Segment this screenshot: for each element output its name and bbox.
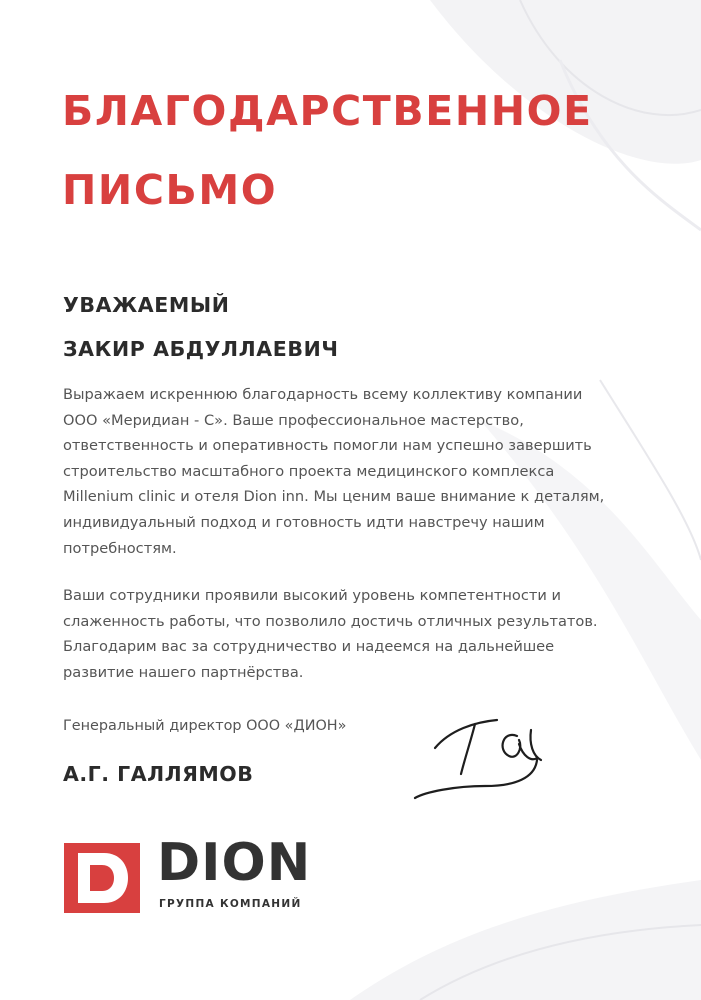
body-line: ответственность и оперативность помогли нам успешно завершить	[63, 437, 592, 455]
title-line-1: БЛАГОДАРСТВЕННОЕ	[62, 87, 593, 135]
salutation-line-1: УВАЖАЕМЫЙ	[63, 293, 230, 317]
body-line: Millenium clinic и отеля Dion inn. Мы ценим ваше внимание к деталям,	[63, 488, 605, 506]
body-line: слаженность работы, что позволило достичь отличных результатов.	[63, 612, 598, 630]
letter-title	[62, 72, 593, 230]
body-line: Благодарим вас за сотрудничество и надеемся на дальнейшее	[63, 638, 555, 656]
title-line-2: ПИСЬМО	[62, 166, 278, 214]
body-line: ООО «Меридиан - С». Ваше профессиональное мастерство,	[63, 411, 524, 429]
body-line: развитие нашего партнёрства.	[63, 663, 304, 681]
logo-name: DION	[157, 833, 312, 893]
body-paragraph-1	[63, 382, 663, 561]
signature-icon	[405, 700, 555, 805]
salutation	[63, 283, 339, 371]
salutation-line-2: ЗАКИР АБДУЛЛАЕВИЧ	[63, 337, 339, 361]
body-line: Выражаем искреннюю благодарность всему коллективу компании	[63, 386, 583, 403]
body-line: потребностям.	[63, 539, 177, 557]
body-line: индивидуальный подход и готовность идти навстречу нашим	[63, 513, 545, 531]
body-paragraph-2	[63, 583, 663, 685]
body-line: строительство масштабного проекта медицинского комплекса	[63, 462, 555, 480]
signatory-name: А.Г. ГАЛЛЯМОВ	[63, 762, 254, 786]
dion-d-logo-mark-icon	[64, 843, 140, 913]
body-line: Ваши сотрудники проявили высокий уровень компетентности и	[63, 587, 561, 604]
signatory-position: Генеральный директор ООО «ДИОН»	[63, 718, 347, 734]
logo-tagline: ГРУППА КОМПАНИЙ	[159, 898, 302, 910]
